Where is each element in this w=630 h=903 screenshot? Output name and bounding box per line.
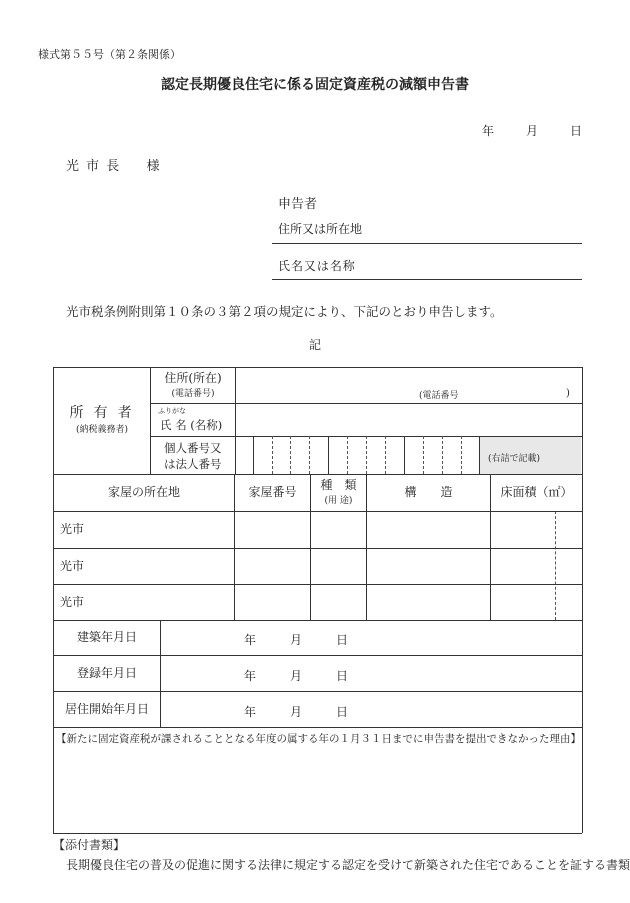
- owner-phone-open: (電話番号: [419, 391, 459, 401]
- header-kind-sub: (用 途): [324, 495, 353, 506]
- id-box-line: [404, 436, 405, 474]
- owner-label-divider: [235, 367, 236, 474]
- owner-address-label: 住所(所在): [164, 371, 222, 386]
- date-day: 日: [336, 669, 349, 683]
- header-house-number: 家屋番号: [248, 485, 297, 500]
- table-border-top: [53, 367, 582, 368]
- owner-furigana: ふりがな: [158, 407, 186, 415]
- header-structure: 構 造: [404, 485, 453, 500]
- attachments-body: 長期優良住宅の普及の促進に関する法律に規定する認定を受けて新築された住宅であることを証する書類: [66, 858, 630, 872]
- header-location: 家屋の所在地: [107, 485, 180, 500]
- id-box-line: [423, 436, 424, 474]
- reason-label: 【新たに固定資産税が課されることとなる年度の属する年の１月３１日までに申告書を提出できなかった理由】: [56, 733, 581, 745]
- addressee: 光市長 様: [66, 159, 167, 174]
- property-row-location: 光市: [60, 522, 85, 537]
- owner-row-line-1: [150, 403, 582, 404]
- owner-name-label: 氏 名 (名称): [160, 418, 223, 432]
- form-number: 様式第５５号（第２条関係）: [38, 48, 181, 61]
- id-box-line: [461, 436, 462, 474]
- owner-phone-sub: (電話番号): [171, 388, 215, 399]
- id-box-line: [479, 436, 480, 474]
- date-day: 日: [336, 633, 349, 647]
- id-box-line: [328, 436, 329, 474]
- header-kind: 種 類: [320, 477, 357, 492]
- date-month-label: 月: [526, 124, 539, 138]
- id-box-line: [253, 436, 254, 474]
- date-month: 月: [290, 705, 303, 719]
- date-label-registration: 登録年月日: [76, 665, 137, 680]
- applicant-name-line[interactable]: [272, 279, 582, 280]
- id-box-line: [309, 436, 310, 474]
- id-box-line: [272, 436, 273, 474]
- property-row-location: 光市: [60, 558, 85, 573]
- owner-section-sub: (納税義務者): [75, 424, 129, 435]
- date-year: 年: [244, 633, 257, 647]
- id-note: (右詰で記載): [488, 454, 541, 464]
- ki-heading: 記: [308, 338, 321, 352]
- id-box-line: [442, 436, 443, 474]
- applicant-address-line[interactable]: [272, 243, 582, 244]
- date-label-residence: 居住開始年月日: [64, 701, 149, 716]
- id-box-line: [290, 436, 291, 474]
- property-row-location: 光市: [60, 594, 85, 609]
- attachments-heading: 【添付書類】: [53, 838, 126, 852]
- date-day-label: 日: [570, 124, 583, 138]
- date-year: 年: [244, 705, 257, 719]
- owner-id-label-1: 個人番号又: [164, 441, 222, 455]
- date-row-line-3: [53, 727, 582, 728]
- applicant-address-label: 住所又は所在地: [278, 222, 363, 236]
- table-border-bottom: [53, 833, 582, 834]
- date-month: 月: [290, 633, 303, 647]
- prop-decimal-line: [555, 511, 556, 620]
- owner-id-label-2: は法人番号: [164, 457, 222, 471]
- applicant-name-label: 氏名又は名称: [278, 259, 356, 273]
- header-floor-area: 床面積（㎡）: [500, 485, 573, 500]
- date-day: 日: [336, 705, 349, 719]
- document-title: 認定長期優良住宅に係る固定資産税の減額申告書: [161, 77, 469, 93]
- date-year-label: 年: [482, 124, 495, 138]
- applicant-heading: 申告者: [278, 197, 318, 212]
- date-year: 年: [244, 669, 257, 683]
- date-month: 月: [290, 669, 303, 683]
- date-col-line: [160, 620, 161, 727]
- id-box-line: [347, 436, 348, 474]
- table-border-right: [582, 367, 583, 833]
- owner-section-label: 所 有 者: [69, 404, 135, 421]
- id-box-line: [366, 436, 367, 474]
- owner-phone-close: ): [566, 388, 570, 399]
- declaration-statement: 光市税条例附則第１０条の３第２項の規定により、下記のとおり申告します。: [66, 304, 503, 319]
- date-label-building: 建築年月日: [76, 630, 137, 645]
- id-box-line: [385, 436, 386, 474]
